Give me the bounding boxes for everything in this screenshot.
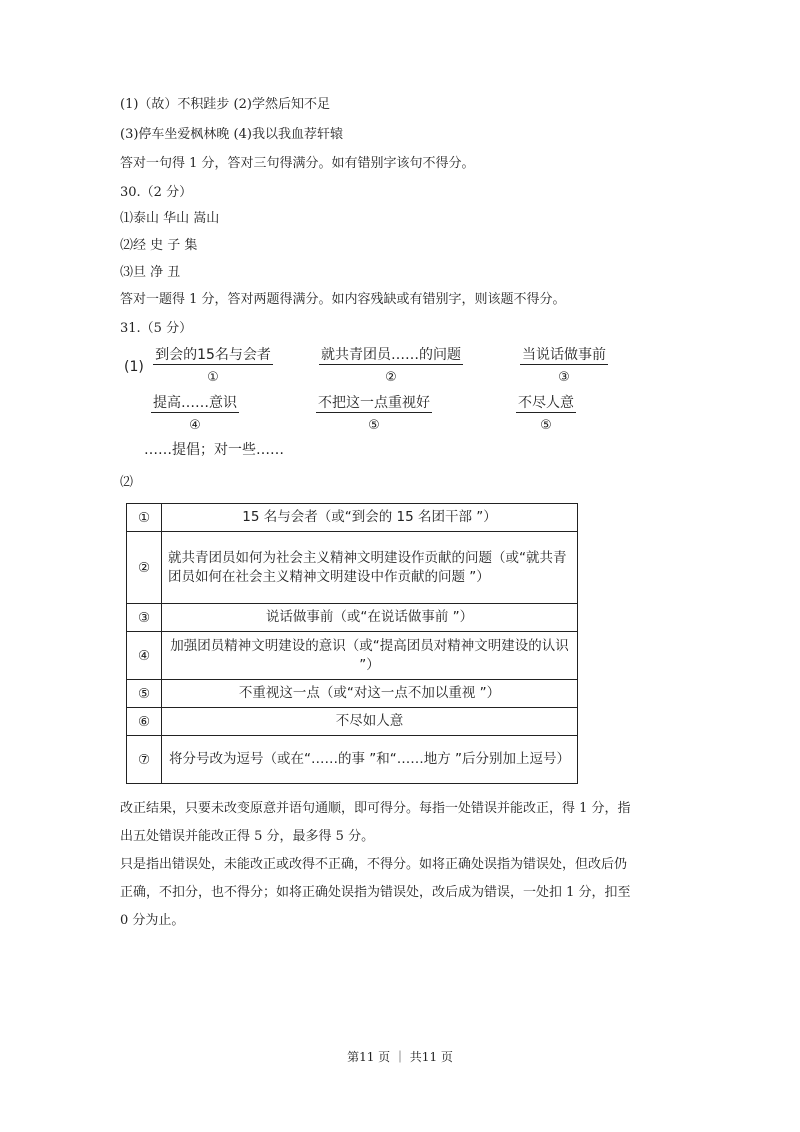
page-footer: 第11 页 ｜ 共11 页 <box>347 1050 453 1064</box>
scoring-note-31-line-1: 改正结果，只要未改变原意并语句通顺，即可得分。每指一处错误并能改正，得 1 分，指 <box>120 801 631 816</box>
table-row <box>127 736 578 784</box>
question-30-header: 30.（2 分） <box>120 185 193 200</box>
table-row <box>127 680 578 708</box>
correction-text: 加强团员精神文明建设的意识（或“提高团员对精神文明建设的认识 ”） <box>162 632 578 680</box>
row-number: ② <box>127 532 162 604</box>
marked-error-5: 不把这一点重视好 <box>318 395 430 411</box>
scoring-note-31-line-4: 正确，不扣分，也不得分；如将正确处误指为错误处，改后成为错误，一处扣 1 分，扣至 <box>120 885 631 900</box>
correction-text: 说话做事前（或“在说话做事前 ”） <box>162 604 578 632</box>
marked-error-7: ……提倡；对一些…… <box>144 442 284 458</box>
table-row <box>127 632 578 680</box>
corrections-table <box>126 503 578 784</box>
correction-text: 不重视这一点（或“对这一点不加以重视 ”） <box>162 680 578 708</box>
scoring-note-30: 答对一题得 1 分，答对两题得满分。如内容残缺或有错别字，则该题不得分。 <box>120 292 566 307</box>
row-number: ⑥ <box>127 708 162 736</box>
marked-error-6-number: ⑤ <box>540 418 552 433</box>
table-row <box>127 504 578 532</box>
row-number: ⑦ <box>127 736 162 784</box>
marked-error-2-number: ② <box>385 370 397 385</box>
table-row <box>127 532 578 604</box>
marked-error-2: 就共青团员……的问题 <box>321 347 461 363</box>
row-number: ④ <box>127 632 162 680</box>
row-number: ③ <box>127 604 162 632</box>
correction-text: 不尽如人意 <box>162 708 578 736</box>
correction-text: 就共青团员如何为社会主义精神文明建设作贡献的问题（或“就共青团员如何在社会主义精神文明建设中作贡献的问题 ”） <box>162 532 578 604</box>
table-row <box>127 708 578 736</box>
part-2-label: ⑵ <box>120 475 134 490</box>
marked-error-5-number: ⑤ <box>368 418 380 433</box>
answer-line-1: (1)（故）不积跬步 (2)学然后知不足 <box>120 97 330 112</box>
scoring-note-29: 答对一句得 1 分，答对三句得满分。如有错别字该句不得分。 <box>120 156 475 171</box>
row-number: ① <box>127 504 162 532</box>
q30-answer-2: ⑵经 史 子 集 <box>120 238 198 253</box>
marked-error-3-number: ③ <box>558 370 570 385</box>
marked-error-6: 不尽人意 <box>518 395 574 411</box>
part-1-label: (1) <box>124 359 144 375</box>
table-row <box>127 604 578 632</box>
row-number: ⑤ <box>127 680 162 708</box>
marked-error-1: 到会的15名与会者 <box>155 347 271 363</box>
scoring-note-31-line-2: 出五处错误并能改正得 5 分，最多得 5 分。 <box>120 829 375 844</box>
correction-text: 15 名与会者（或“到会的 15 名团干部 ”） <box>162 504 578 532</box>
question-31-header: 31.（5 分） <box>120 321 193 336</box>
q30-answer-3: ⑶旦 净 丑 <box>120 265 181 280</box>
marked-error-1-number: ① <box>207 370 219 385</box>
marked-error-3: 当说话做事前 <box>522 347 606 363</box>
marked-error-4-number: ④ <box>189 418 201 433</box>
q30-answer-1: ⑴泰山 华山 嵩山 <box>120 211 220 226</box>
answer-line-2: (3)停车坐爱枫林晚 (4)我以我血荐轩辕 <box>120 127 343 142</box>
correction-text: 将分号改为逗号（或在“……的事 ”和“……地方 ”后分别加上逗号） <box>162 736 578 784</box>
scoring-note-31-line-5: 0 分为止。 <box>120 913 185 928</box>
marked-error-4: 提高……意识 <box>153 395 237 411</box>
scoring-note-31-line-3: 只是指出错误处，未能改正或改得不正确，不得分。如将正确处误指为错误处，但改后仍 <box>120 857 628 872</box>
